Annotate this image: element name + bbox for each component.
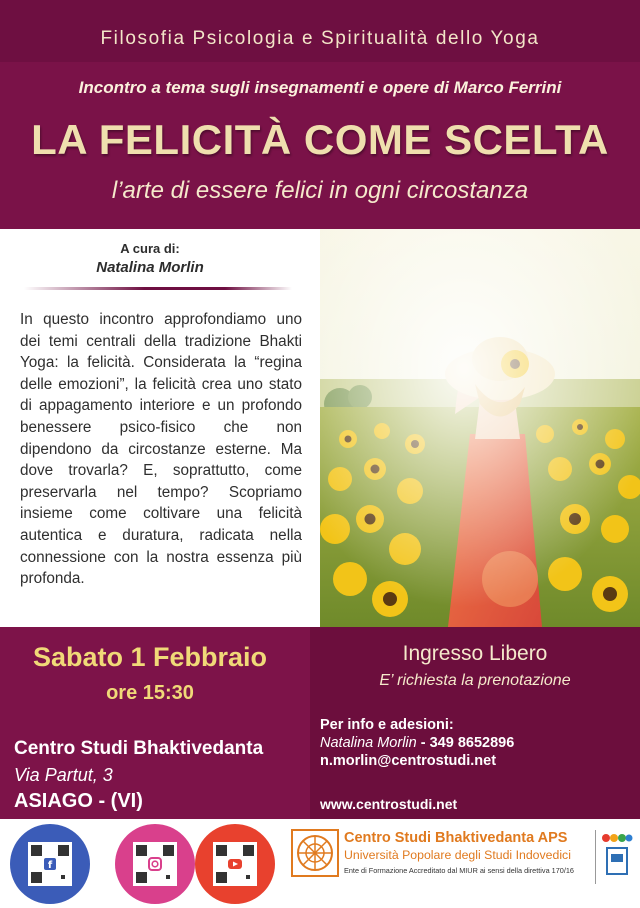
venue-block [14, 738, 304, 813]
divider [24, 287, 292, 290]
instagram-icon [133, 842, 177, 886]
facebook-icon [28, 842, 72, 886]
footer-separator [595, 830, 596, 884]
event-date: Sabato 1 Febbraio [32, 642, 268, 672]
event-title: LA FELICITÀ COME SCELTA [31, 116, 609, 163]
sunflower-field-photo [320, 229, 640, 627]
contact-name: Natalina Morlin [320, 735, 417, 751]
org-name: Centro Studi Bhaktivedanta APS [344, 830, 568, 846]
youtube-qr-code[interactable] [195, 824, 275, 904]
entry-block [310, 642, 640, 690]
series-title: Filosofia Psicologia e Spiritualità dello Yoga [100, 28, 540, 49]
curator-block [0, 241, 300, 276]
series-banner [0, 0, 640, 62]
svg-text:f: f [47, 860, 53, 871]
curator-label: A cura di: [120, 241, 180, 256]
curator-name: Natalina Morlin [96, 259, 204, 276]
description-text: In questo incontro approfondiamo uno dei temi centrali della tradizione Bhakti Yoga: la felicità. Considerata la “regina delle emozioni”, la felicità crea uno stato di appagamento interiore e un profondo benessere psico-fisico che non dipendono da circostanze esterne. Ma dove trovarla? E, soprattutto, come preservarla nel tempo? Scopriamo insieme come coltivare una felicità autentica e duratura, radicata nella connessione con la nostra essenza più profonda. [20, 311, 302, 588]
entry-title: Ingresso Libero [402, 642, 548, 665]
venue-city: ASIAGO - (VI) [14, 790, 143, 812]
centro-studi-logo-icon [290, 828, 340, 883]
facebook-qr-code[interactable] [10, 824, 90, 904]
contact-phone[interactable]: - 349 8652896 [416, 735, 515, 751]
org-subtitle: Università Popolare degli Studi Indovedici [344, 848, 571, 862]
entry-note: E’ richiesta la prenotazione [379, 672, 571, 689]
contact-block [320, 716, 630, 770]
contact-email[interactable]: n.morlin@centrostudi.net [320, 753, 497, 769]
event-tagline: l’arte di essere felici in ogni circostanza [111, 177, 529, 204]
org-accreditation-note: Ente di Formazione Accreditato dal MIUR ai sensi della direttiva 170/16 [344, 866, 574, 875]
venue-name: Centro Studi Bhaktivedanta [14, 738, 264, 759]
accreditation-badge-icon [601, 832, 633, 887]
youtube-icon [213, 842, 257, 886]
website-link[interactable]: www.centrostudi.net [320, 796, 458, 812]
event-subtitle: Incontro a tema sugli insegnamenti e opere di Marco Ferrini [78, 78, 562, 97]
instagram-qr-code[interactable] [115, 824, 195, 904]
venue-address: Via Partut, 3 [14, 765, 113, 785]
event-time: ore 15:30 [106, 682, 194, 704]
contact-label: Per info e adesioni: [320, 717, 454, 733]
